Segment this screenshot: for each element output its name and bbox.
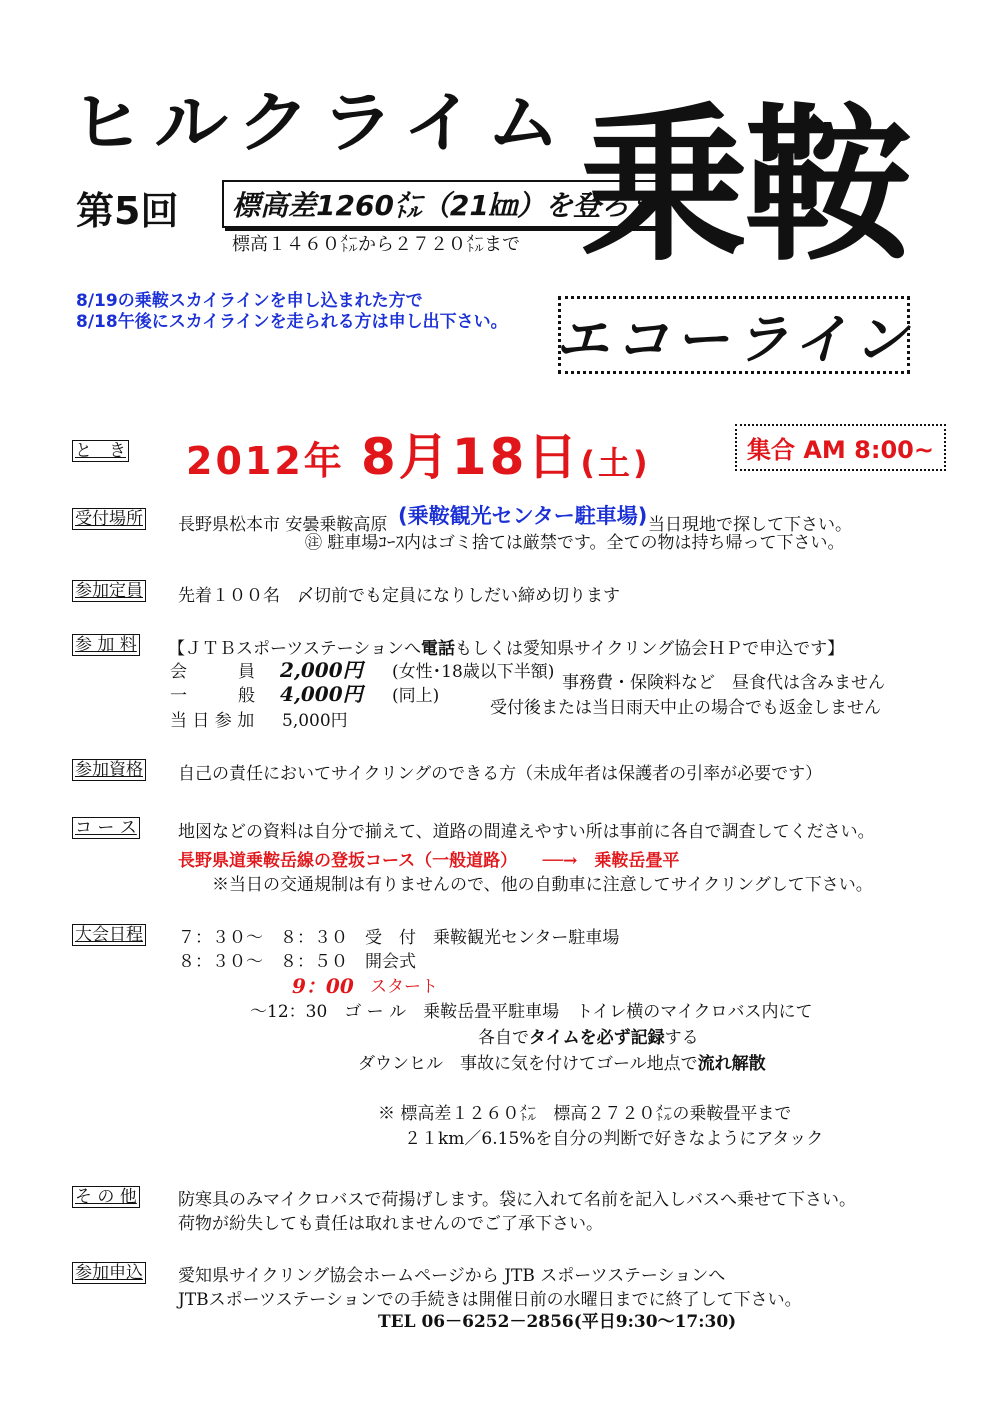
schedule-downhill xyxy=(358,1049,766,1074)
edition-number: 第5回 xyxy=(76,189,179,233)
date-weekday: (土) xyxy=(580,444,651,482)
fee-right-note-1: 事務費・保険料など 昼食代は含みません xyxy=(562,673,885,693)
fee-member-amount: 2,000円 xyxy=(280,658,363,682)
elevation-box: 標高差1260㍍（21㎞）を登ろう xyxy=(222,180,667,228)
course-text-1: 地図などの資料は自分で揃えて、道路の間違えやすい所は事前に各自で調査してください。 xyxy=(178,822,875,842)
fee-intro xyxy=(168,634,844,659)
other-label: そ の 他 xyxy=(72,1186,140,1208)
schedule-note-1: ※ 標高差１２６０㍍ 標高２７２０㍍の乗鞍畳平まで xyxy=(378,1104,792,1124)
capacity-label: 参加定員 xyxy=(72,580,146,602)
apply-tel: TEL 06－6252－2856(平日9:30～17:30) xyxy=(378,1312,737,1332)
fee-intro-pre: 【ＪＴＢスポーツステーションへ xyxy=(168,639,421,659)
course-route: 長野県道乗鞍岳線の登坂コース（一般道路） ──→ 乗鞍岳畳平 xyxy=(178,851,680,871)
eco-line-title: エコーライン xyxy=(558,296,910,374)
apply-label: 参加申込 xyxy=(72,1262,146,1284)
course-text-2: ※当日の交通規制は有りませんので、他の自動車に注意してサイクリングして下さい。 xyxy=(212,875,873,895)
notice-line-2: 8/18午後にスカイラインを走られる方は申し出下さい。 xyxy=(76,312,508,332)
timing-bold: タイムを必ず記録 xyxy=(529,1028,665,1048)
notice-line-1: 8/19の乗鞍スカイラインを申し込まれた方で xyxy=(76,291,423,311)
schedule-start-time: 9：00 xyxy=(292,974,354,998)
eligibility-text: 自己の責任においてサイクリングのできる方（未成年者は保護者の引率が必要です） xyxy=(178,764,823,784)
fee-general-amount: 4,000円 xyxy=(280,682,363,706)
norikura-title: 乗鞍 xyxy=(580,88,908,284)
skyline-notice xyxy=(76,291,508,333)
schedule-start-label: スタート xyxy=(370,977,438,997)
schedule-goal: ～12：30 ゴ ー ル 乗鞍岳畳平駐車場 トイレ横のマイクロバス内にて xyxy=(250,1002,813,1022)
course-label: コ ー ス xyxy=(72,817,140,839)
other-text-2: 荷物が紛失しても責任は取れませんのでご了承下さい。 xyxy=(178,1214,603,1234)
venue-label: 受付場所 xyxy=(72,508,146,530)
schedule-row-1: ７：３０～ ８：３０ 受 付 乗鞍観光センター駐車場 xyxy=(178,928,620,948)
fee-member-note: (女性･18歳以下半額) xyxy=(392,662,555,682)
eligibility-label: 参加資格 xyxy=(72,759,146,781)
timing-post: する xyxy=(664,1028,699,1048)
venue-note: 当日現地で探して下さい。 xyxy=(648,515,852,535)
venue-trash-note: ㊟ 駐車場ｺｰｽ内はゴミ捨ては厳禁です。全ての物は持ち帰って下さい。 xyxy=(305,533,845,553)
downhill-pre: ダウンヒル 事故に気を付けてゴール地点で xyxy=(358,1054,698,1074)
schedule-timing xyxy=(478,1023,699,1048)
capacity-text: 先着１００名 〆切前でも定員になりしだい締め切ります xyxy=(178,586,620,606)
assembly-time: 集合 AM 8:00~ xyxy=(735,424,946,471)
venue-address: 長野県松本市 安曇乗鞍高原 xyxy=(178,515,388,535)
downhill-bold: 流れ解散 xyxy=(697,1054,766,1074)
venue-place: (乗鞍観光センター駐車場) xyxy=(398,504,648,528)
fee-intro-phone: 電話 xyxy=(420,639,455,659)
apply-text-1: 愛知県サイクリング協会ホームページから JTB スポーツステーションへ xyxy=(178,1266,726,1286)
schedule-note-2: ２１km／6.15%を自分の判断で好きなようにアタック xyxy=(404,1129,824,1149)
apply-text-2: JTBスポーツステーションでの手続きは開催日前の水曜日までに終了して下さい。 xyxy=(178,1290,802,1310)
fee-right-note-2: 受付後または当日雨天中止の場合でも返金しません xyxy=(490,698,881,718)
event-date xyxy=(186,417,651,489)
date-year: 2012年 xyxy=(186,439,345,483)
fee-member-label: 会 員 xyxy=(170,662,255,682)
other-text-1: 防寒具のみマイクロバスで荷揚げします。袋に入れて名前を記入しバスへ乗せて下さい。 xyxy=(178,1190,856,1210)
date-month-day: 8月18日 xyxy=(361,428,581,486)
schedule-row-2: ８：３０～ ８：５０ 開会式 xyxy=(178,952,416,972)
fee-general-label: 一 般 xyxy=(170,686,255,706)
hill-climb-title: ヒルクライム xyxy=(70,84,571,162)
fee-label: 参 加 料 xyxy=(72,634,140,656)
fee-sameday-amount: 5,000円 xyxy=(282,711,348,731)
fee-general-note: (同上) xyxy=(392,686,440,706)
fee-intro-post: もしくは愛知県サイクリング協会ＨＰで申込です】 xyxy=(454,639,845,659)
schedule-label: 大会日程 xyxy=(72,924,146,946)
elevation-range: 標高１４６０㍍から２７２０㍍まで xyxy=(232,234,520,255)
when-label: と き xyxy=(72,440,129,462)
fee-sameday-label: 当 日 参 加 xyxy=(170,711,255,731)
timing-pre: 各自で xyxy=(478,1028,529,1048)
